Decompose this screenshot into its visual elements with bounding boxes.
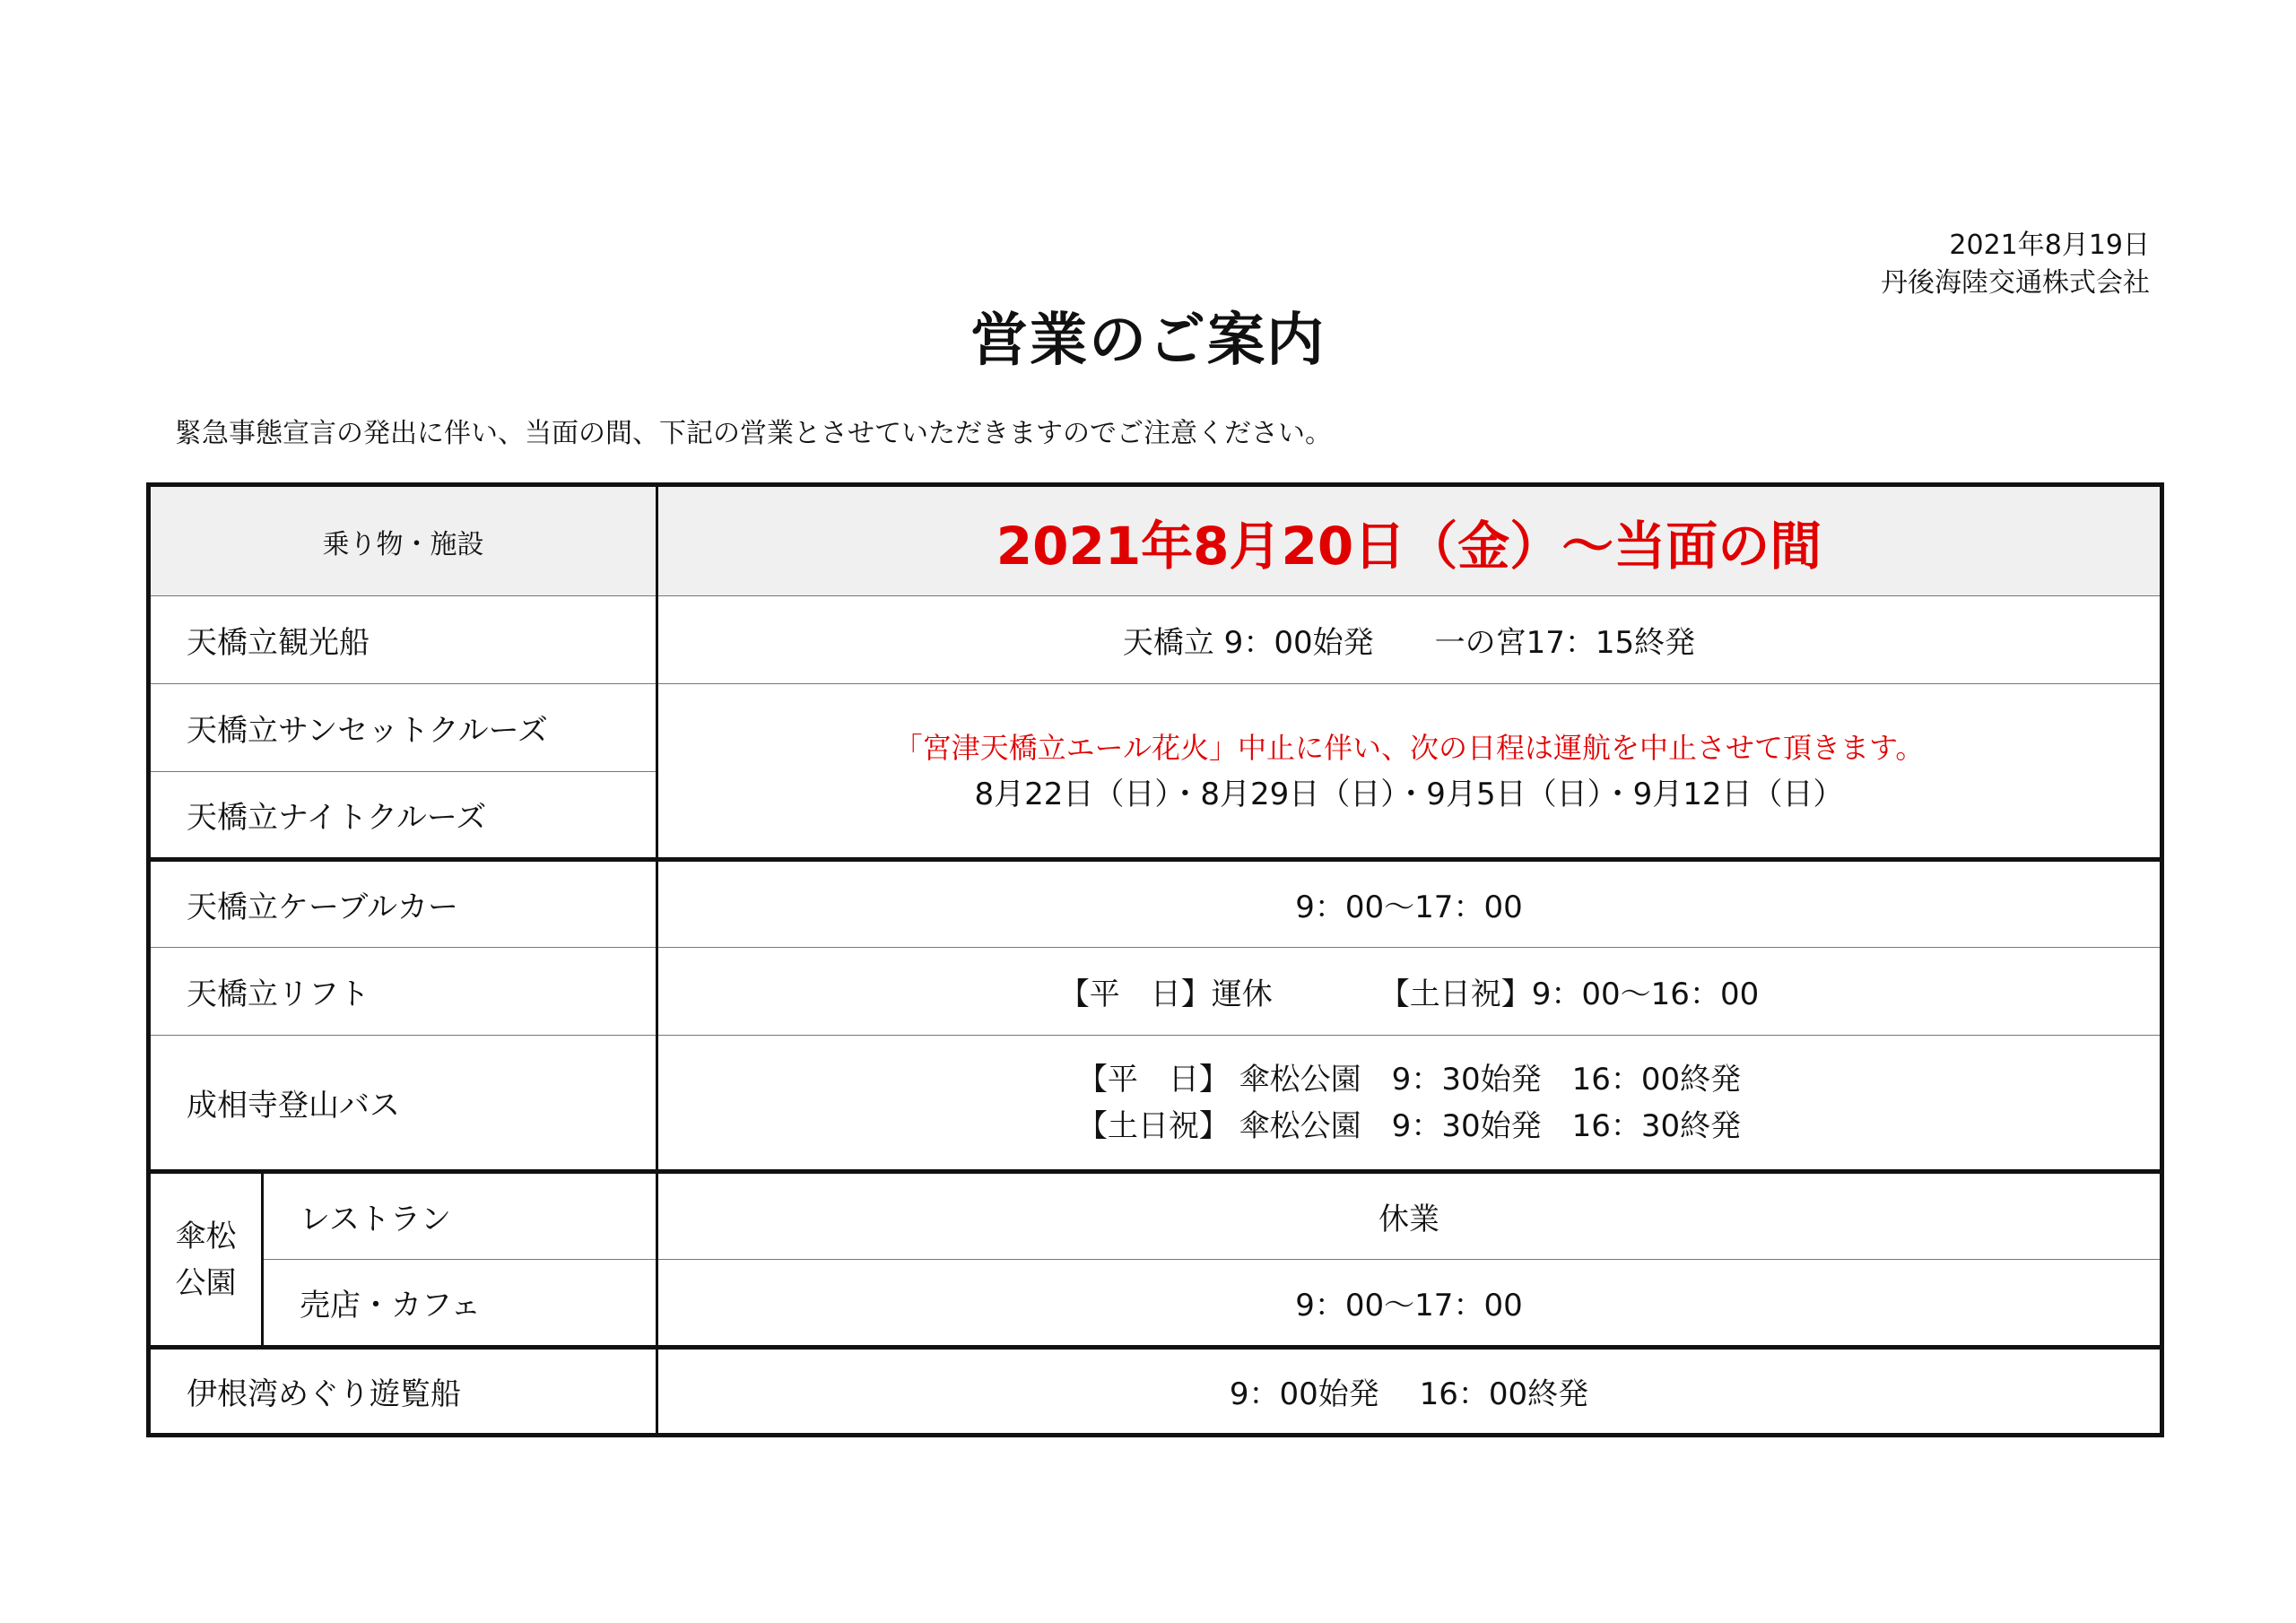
facility-name: 天橋立観光船 [149, 596, 657, 684]
facility-hours: 9：00～17：00 [657, 860, 2162, 948]
table-row [149, 948, 2162, 1036]
facility-name: 売店・カフェ [263, 1260, 657, 1348]
table-row [149, 1172, 2162, 1260]
cancel-notice-text: 「宮津天橋立エール花火」中止に伴い、次の日程は運航を中止させて頂きます。 [893, 730, 1925, 765]
period-header: 2021年8月20日（金）～当面の間 [657, 485, 2162, 596]
column-header-facility: 乗り物・施設 [149, 485, 657, 596]
cancel-dates: 8月22日（日）・8月29日（日）・9月5日（日）・9月12日（日） [974, 776, 1844, 812]
facility-hours: 9：00始発 16：00終発 [657, 1348, 2162, 1436]
facility-hours: 【平 日】運休 【土日祝】9：00～16：00 [657, 948, 2162, 1036]
facility-name: 伊根湾めぐり遊覧船 [149, 1348, 657, 1436]
park-group-label [149, 1172, 263, 1348]
cruise-cancel-notice [657, 684, 2162, 860]
facility-name: 天橋立リフト [149, 948, 657, 1036]
table-header-row [149, 485, 2162, 596]
facility-name: 天橋立ナイトクルーズ [149, 772, 657, 860]
facility-name: レストラン [263, 1172, 657, 1260]
document-date: 2021年8月19日 [1949, 230, 2150, 261]
intro-text: 緊急事態宣言の発出に伴い、当面の間、下記の営業とさせていただきますのでご注意ください。 [175, 418, 1332, 449]
facility-hours: 休業 [657, 1172, 2162, 1260]
bus-weekday-hours: 【平 日】 傘松公園 9：30始発 16：00終発 [1076, 1061, 1742, 1098]
page-title: 営業のご案内 [970, 308, 1326, 374]
table-row [149, 1348, 2162, 1436]
table-row [149, 684, 2162, 772]
facility-name: 天橋立サンセットクルーズ [149, 684, 657, 772]
table-row [149, 1036, 2162, 1172]
company-name: 丹後海陸交通株式会社 [1881, 267, 2150, 299]
facility-hours: 天橋立 9：00始発 一の宮17：15終発 [657, 596, 2162, 684]
table-row [149, 596, 2162, 684]
park-group-label-line2: 公園 [175, 1264, 237, 1301]
bus-holiday-hours: 【土日祝】 傘松公園 9：30始発 16：30終発 [1076, 1107, 1742, 1144]
schedule-table [146, 482, 2164, 1437]
table-row [149, 860, 2162, 948]
table-row [149, 1260, 2162, 1348]
facility-name: 天橋立ケーブルカー [149, 860, 657, 948]
park-group-label-line1: 傘松 [175, 1218, 237, 1254]
facility-hours [657, 1036, 2162, 1172]
facility-hours: 9：00～17：00 [657, 1260, 2162, 1348]
facility-name: 成相寺登山バス [149, 1036, 657, 1172]
